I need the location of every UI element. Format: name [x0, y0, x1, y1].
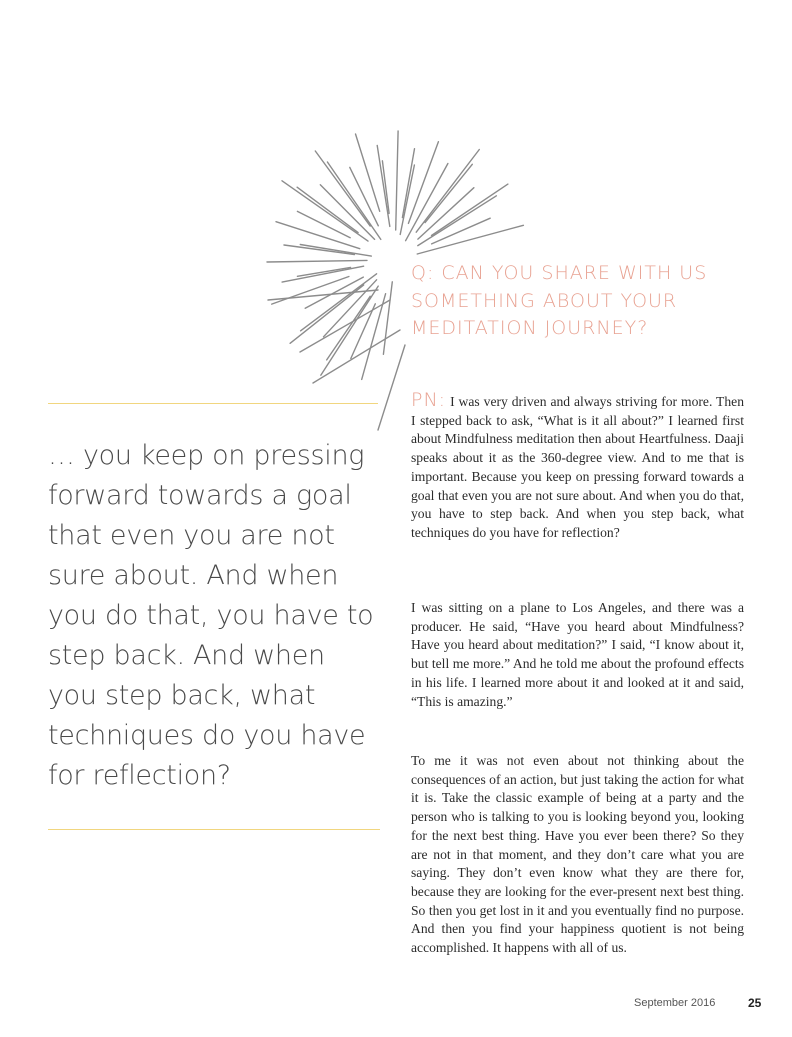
- burst-ray: [382, 161, 389, 214]
- burst-ray: [327, 162, 380, 239]
- burst-ray: [383, 282, 392, 355]
- pullquote-bottom-rule: [48, 829, 380, 830]
- burst-ray: [290, 285, 364, 343]
- burst-ray: [425, 164, 472, 222]
- burst-ray: [400, 165, 414, 235]
- burst-ray: [297, 187, 358, 232]
- burst-ray: [268, 290, 378, 300]
- burst-ray: [416, 150, 479, 233]
- burst-ray: [432, 218, 491, 244]
- burst-ray: [402, 149, 414, 218]
- burst-ray: [327, 296, 371, 360]
- burst-ray: [321, 286, 378, 375]
- burst-ray: [297, 267, 350, 276]
- burst-ray: [418, 188, 474, 239]
- answer-paragraph-1-text: I was very driven and always striving for more. Then I stepped back to ask, “What is it all about?” I learned first about Mindfulness meditation then about Heartfulness. Daaji speaks about it as the 360-degree view. And to me that is important. Because you keep on pressing forward towards a goal that even you are not sure about. And when you do that, you have to step back. And when you step back, what techniques do you have for reflection?: [411, 394, 744, 540]
- burst-ray: [377, 145, 390, 226]
- burst-ray: [417, 225, 523, 254]
- burst-ray: [272, 277, 349, 305]
- burst-ray: [356, 134, 380, 211]
- burst-ray: [282, 266, 364, 282]
- issue-date: September 2016: [634, 997, 716, 1009]
- burst-ray: [276, 222, 360, 249]
- answer-paragraph-3: To me it was not even about not thinking about the consequences of an action, but just taking the action for what it is. Take the classic example of being at a party and the person who is talking to you is looking beyond you, looking for the next best thing. Have you ever been there? So they are not in that moment, and they don’t care what you are saying. They don’t even know what they are there for, because they are looking for the ever-present next best thing. So then you get lost in it and you eventually find no purpose. And then you find your happiness quotient is not being accomplished. It happens with all of us.: [411, 753, 744, 956]
- burst-ray: [350, 167, 379, 225]
- burst-ray: [362, 294, 386, 380]
- burst-ray: [267, 260, 367, 262]
- page-number: 25: [748, 996, 762, 1010]
- answer-paragraph-2: I was sitting on a plane to Los Angeles, and there was a producer. He said, “Have you heard about Mindfulness? Have you heard about meditation?” I said, “I know about it, but tell me more.” And he told me about the profound effects in his life. I learned more about it and looked at it and said, “This is amazing.”: [411, 600, 744, 709]
- burst-ray: [300, 300, 390, 352]
- burst-ray: [406, 164, 448, 241]
- burst-ray: [315, 151, 370, 226]
- burst-ray: [297, 211, 350, 237]
- burst-ray: [284, 245, 354, 255]
- burst-ray: [282, 181, 368, 241]
- burst-ray: [351, 304, 376, 359]
- burst-ray: [396, 131, 398, 230]
- burst-ray: [313, 330, 400, 383]
- question-heading: Q: CAN YOU SHARE WITH US SOMETHING ABOUT YOUR MEDITATION JOURNEY?: [411, 262, 708, 339]
- burst-ray: [432, 184, 508, 235]
- burst-ray: [378, 345, 405, 430]
- pullquote-top-rule: [48, 403, 378, 404]
- answer-paragraph-1: [411, 391, 744, 543]
- burst-ray: [324, 280, 377, 337]
- burst-ray: [301, 274, 377, 331]
- burst-ray: [300, 245, 371, 257]
- burst-ray: [408, 142, 438, 224]
- pull-quote: … you keep on pressing forward towards a goal that even you are not sure about. And when you do that, you have to step back. And when you step back, what techniques do you have for reflection?: [48, 440, 374, 791]
- speaker-label: PN:: [411, 389, 447, 411]
- burst-ray: [305, 277, 363, 308]
- burst-ray: [418, 196, 497, 246]
- burst-ray: [320, 185, 374, 240]
